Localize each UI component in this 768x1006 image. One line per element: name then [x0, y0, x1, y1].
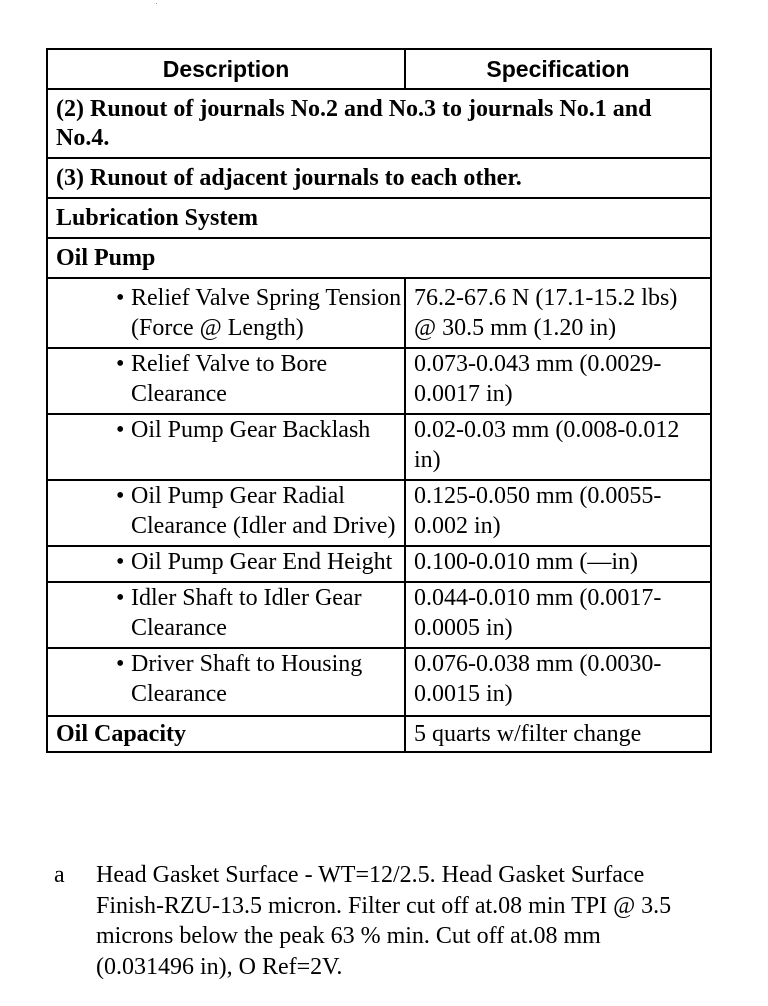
- footnote-text: Head Gasket Surface - WT=12/2.5. Head Gasket Surface Finish-RZU-13.5 micron. Filter cut off at.08 min TPI @ 3.5 microns below the peak 63 % min. Cut off at.08 mm (0.031496 in), O Ref=2V.: [96, 862, 672, 980]
- item-specification-cell: [405, 348, 711, 414]
- note-row: [47, 158, 711, 198]
- table-row: [47, 348, 711, 414]
- bullet-icon: •: [116, 351, 125, 377]
- table-row: [47, 546, 711, 582]
- note-runout-journals: (2) Runout of journals No.2 and No.3 to journals No.1 and No.4.: [47, 89, 711, 158]
- item-specification-cell: [405, 278, 711, 348]
- bullet-icon: •: [116, 483, 125, 509]
- oil-capacity-value: 5 quarts w/filter change: [405, 716, 711, 752]
- item-description-cell: [47, 278, 405, 348]
- item-description: Oil Pump Gear End Height: [131, 549, 393, 575]
- item-description: Relief Valve to Bore Clearance: [131, 351, 328, 407]
- bullet-icon: •: [116, 585, 125, 611]
- bullet-icon: •: [116, 417, 125, 443]
- table-row: [47, 278, 711, 348]
- item-specification: 0.02-0.03 mm (0.008-0.012 in): [414, 417, 680, 473]
- footnote-mark: a: [54, 862, 65, 888]
- table-header-row: [47, 49, 711, 89]
- table-row: [47, 480, 711, 546]
- item-description-cell: [47, 414, 405, 480]
- item-specification-cell: [405, 414, 711, 480]
- item-description-cell: [47, 546, 405, 582]
- header-description: Description: [47, 49, 405, 89]
- item-description: Idler Shaft to Idler Gear Clearance: [131, 585, 362, 641]
- table-row: [47, 582, 711, 648]
- item-description: Oil Pump Gear Backlash: [131, 417, 371, 443]
- item-specification: 76.2-67.6 N (17.1-15.2 lbs) @ 30.5 mm (1.20 in): [414, 285, 678, 341]
- item-description: Relief Valve Spring Tension (Force @ Length): [131, 285, 402, 341]
- table-row: [47, 414, 711, 480]
- specification-table: [46, 48, 712, 753]
- note-row: [47, 89, 711, 158]
- item-specification-cell: [405, 648, 711, 716]
- table-row: [47, 648, 711, 716]
- bullet-icon: •: [116, 549, 125, 575]
- section-row: [47, 198, 711, 238]
- item-description-cell: [47, 480, 405, 546]
- item-description: Driver Shaft to Housing Clearance: [131, 651, 363, 707]
- item-description-cell: [47, 582, 405, 648]
- oil-capacity-label: Oil Capacity: [47, 716, 405, 752]
- item-specification-cell: [405, 546, 711, 582]
- footnote: [54, 860, 704, 982]
- bullet-icon: •: [116, 651, 125, 677]
- item-specification: 0.073-0.043 mm (0.0029-0.0017 in): [414, 351, 662, 407]
- item-specification: 0.044-0.010 mm (0.0017-0.0005 in): [414, 585, 662, 641]
- section-lubrication-system: Lubrication System: [47, 198, 711, 238]
- item-specification: 0.076-0.038 mm (0.0030-0.0015 in): [414, 651, 662, 707]
- section-oil-pump: Oil Pump: [47, 238, 711, 278]
- section-row: [47, 238, 711, 278]
- item-specification-cell: [405, 582, 711, 648]
- header-specification: Specification: [405, 49, 711, 89]
- item-specification: 0.100-0.010 mm (—in): [414, 549, 638, 575]
- item-specification-cell: [405, 480, 711, 546]
- item-description-cell: [47, 348, 405, 414]
- scan-speck: [156, 3, 157, 4]
- bullet-icon: •: [116, 285, 125, 311]
- note-runout-adjacent: (3) Runout of adjacent journals to each other.: [47, 158, 711, 198]
- item-specification: 0.125-0.050 mm (0.0055-0.002 in): [414, 483, 662, 539]
- oil-capacity-row: [47, 716, 711, 752]
- item-description: Oil Pump Gear Radial Clearance (Idler and Drive): [131, 483, 396, 539]
- item-description-cell: [47, 648, 405, 716]
